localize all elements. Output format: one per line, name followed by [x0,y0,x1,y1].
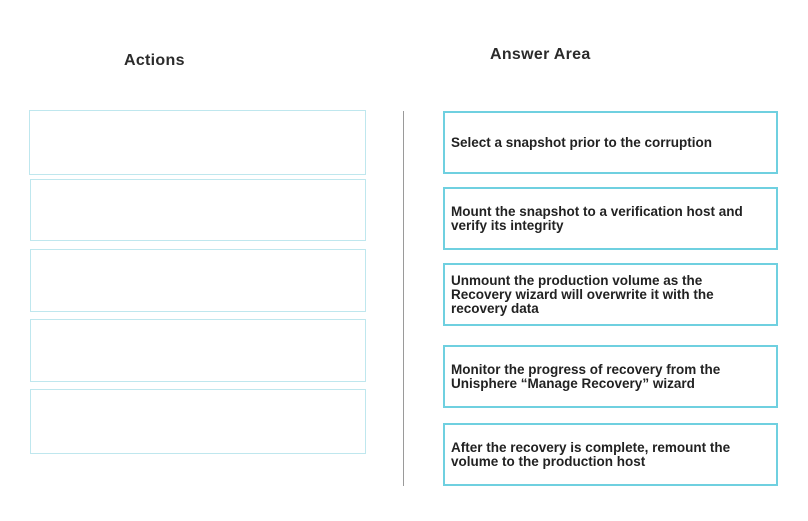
actions-slot-3[interactable] [30,249,366,312]
actions-slot-1[interactable] [29,110,366,175]
answer-item[interactable]: Monitor the progress of recovery from the Unisphere “Manage Recovery” wizard [443,345,778,408]
column-divider [403,111,404,486]
actions-slot-4[interactable] [30,319,366,382]
actions-slot-5[interactable] [30,389,366,454]
answer-item[interactable]: Unmount the production volume as the Recovery wizard will overwrite it with the recovery data [443,263,778,326]
answer-item[interactable]: After the recovery is complete, remount the volume to the production host [443,423,778,486]
answer-item[interactable]: Mount the snapshot to a verification host and verify its integrity [443,187,778,250]
actions-slot-2[interactable] [30,179,366,241]
answer-item[interactable]: Select a snapshot prior to the corruption [443,111,778,174]
answer-area-heading: Answer Area [490,46,591,63]
actions-heading: Actions [124,52,185,69]
